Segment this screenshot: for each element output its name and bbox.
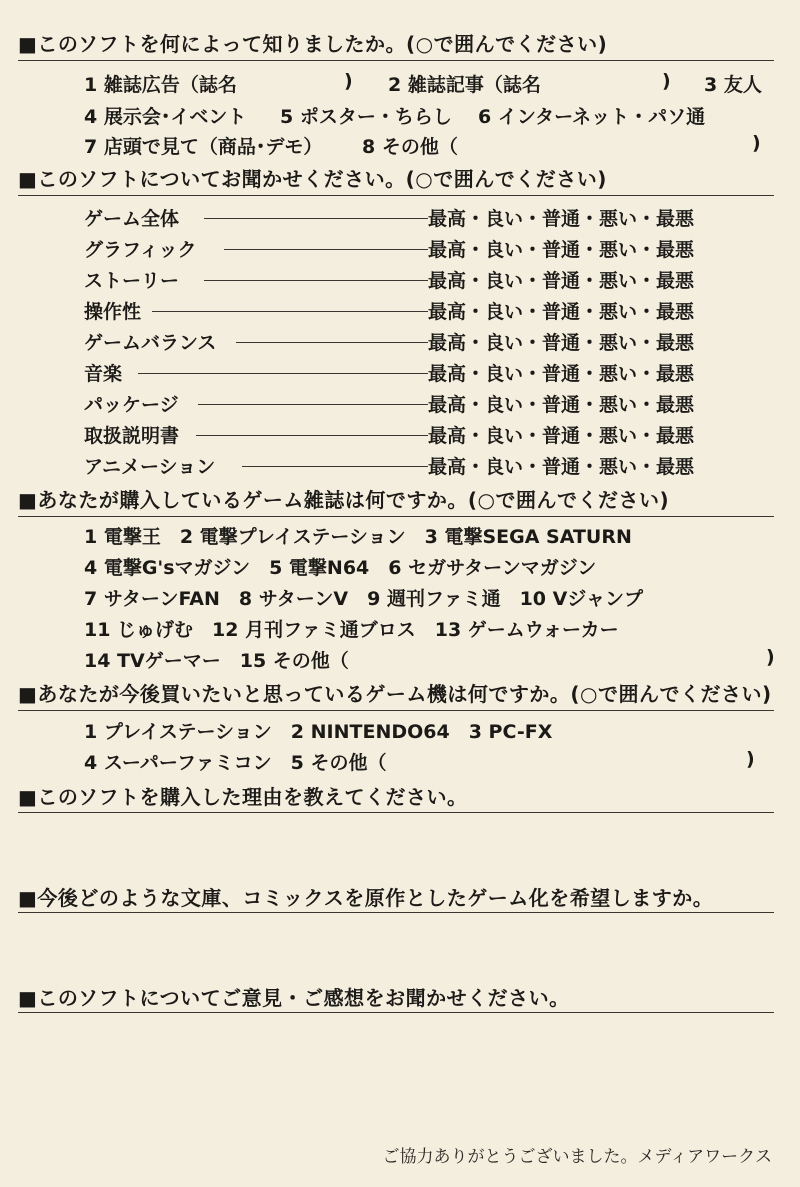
rating-label-balance: ゲームバランス <box>84 332 217 354</box>
q3-other-close: ) <box>766 646 775 668</box>
rating-leader-line <box>196 435 428 436</box>
rating-leader-line <box>242 466 428 467</box>
q5-title: ■このソフトを購入した理由を教えてください。 <box>18 785 468 809</box>
rating-leader-line <box>204 280 428 281</box>
q2-rule <box>18 195 774 196</box>
rating-label-package: パッケージ <box>84 394 179 416</box>
rating-scale-graphics[interactable]: 最高・良い・普通・悪い・最悪 <box>428 239 695 261</box>
q3-options-line-4[interactable]: 11 じゅげむ 12 月刊ファミ通ブロス 13 ゲームウォーカー <box>84 619 619 641</box>
q3-options-line-1[interactable]: 1 電撃王 2 電撃プレイステーション 3 電撃SEGA SATURN <box>84 526 632 548</box>
q1-option-other[interactable]: 8 その他（ <box>362 136 458 158</box>
q4-other-close: ) <box>746 748 755 770</box>
rating-scale-balance[interactable]: 最高・良い・普通・悪い・最悪 <box>428 332 695 354</box>
rating-scale-package[interactable]: 最高・良い・普通・悪い・最悪 <box>428 394 695 416</box>
q2-title: ■このソフトについてお聞かせください。(○で囲んでください) <box>18 167 607 191</box>
q4-title: ■あなたが今後買いたいと思っているゲーム機は何ですか。(○で囲んでください) <box>18 682 772 706</box>
rating-leader-line <box>236 342 428 343</box>
q1-title: ■このソフトを何によって知りましたか。(○で囲んでください) <box>18 32 608 56</box>
rating-scale-controls[interactable]: 最高・良い・普通・悪い・最悪 <box>428 301 695 323</box>
rating-label-overall: ゲーム全体 <box>84 208 180 230</box>
q3-rule <box>18 516 774 517</box>
q7-title: ■このソフトについてご意見・ご感想をお聞かせください。 <box>18 986 570 1010</box>
rating-scale-manual[interactable]: 最高・良い・普通・悪い・最悪 <box>428 425 695 447</box>
rating-label-animation: アニメーション <box>84 456 216 478</box>
q4-options-line-1[interactable]: 1 プレイステーション 2 NINTENDO64 3 PC-FX <box>84 721 553 743</box>
rating-leader-line <box>224 249 428 250</box>
q1-option-store[interactable]: 7 店頭で見て（商品･デモ） <box>84 136 323 158</box>
q1-option-magazine-article-close: ) <box>662 70 671 92</box>
q4-options-line-2[interactable]: 4 スーパーファミコン 5 その他（ <box>84 752 387 774</box>
q3-options-line-2[interactable]: 4 電撃G'sマガジン 5 電撃N64 6 セガサターンマガジン <box>84 557 597 579</box>
q7-rule <box>18 1012 774 1013</box>
rating-leader-line <box>138 373 428 374</box>
q1-option-magazine-ad-close: ) <box>344 70 353 92</box>
q3-title: ■あなたが購入しているゲーム雑誌は何ですか。(○で囲んでください) <box>18 488 670 512</box>
rating-scale-story[interactable]: 最高・良い・普通・悪い・最悪 <box>428 270 695 292</box>
footer-thanks: ご協力ありがとうございました。メディアワークス <box>382 1147 772 1167</box>
q6-title: ■今後どのような文庫、コミックスを原作としたゲーム化を希望しますか。 <box>18 886 714 910</box>
rating-label-manual: 取扱説明書 <box>84 425 180 447</box>
q6-rule <box>18 912 774 913</box>
rating-leader-line <box>204 218 428 219</box>
rating-leader-line <box>198 404 428 405</box>
rating-label-story: ストーリー <box>84 270 180 292</box>
rating-scale-music[interactable]: 最高・良い・普通・悪い・最悪 <box>428 363 695 385</box>
q5-rule <box>18 812 774 813</box>
q1-option-expo[interactable]: 4 展示会･イベント <box>84 106 247 128</box>
q1-option-magazine-ad[interactable]: 1 雑誌広告（誌名 <box>84 74 237 96</box>
q1-rule <box>18 60 774 61</box>
rating-label-graphics: グラフィック <box>84 239 197 261</box>
rating-label-controls: 操作性 <box>84 301 142 323</box>
rating-scale-overall[interactable]: 最高・良い・普通・悪い・最悪 <box>428 208 695 230</box>
q3-options-line-5[interactable]: 14 TVゲーマー 15 その他（ <box>84 650 349 672</box>
q1-option-other-close: ) <box>752 132 761 154</box>
q1-option-internet[interactable]: 6 インターネット・パソ通 <box>478 106 706 128</box>
rating-label-music: 音楽 <box>84 363 123 385</box>
q4-rule <box>18 710 774 711</box>
q1-option-magazine-article[interactable]: 2 雑誌記事（誌名 <box>388 74 541 96</box>
q3-options-line-3[interactable]: 7 サターンFAN 8 サターンV 9 週刊ファミ通 10 Vジャンプ <box>84 588 643 610</box>
rating-leader-line <box>152 311 428 312</box>
q1-option-friend[interactable]: 3 友人 <box>704 74 762 96</box>
rating-scale-animation[interactable]: 最高・良い・普通・悪い・最悪 <box>428 456 695 478</box>
q1-option-poster[interactable]: 5 ポスター・ちらし <box>280 106 452 128</box>
